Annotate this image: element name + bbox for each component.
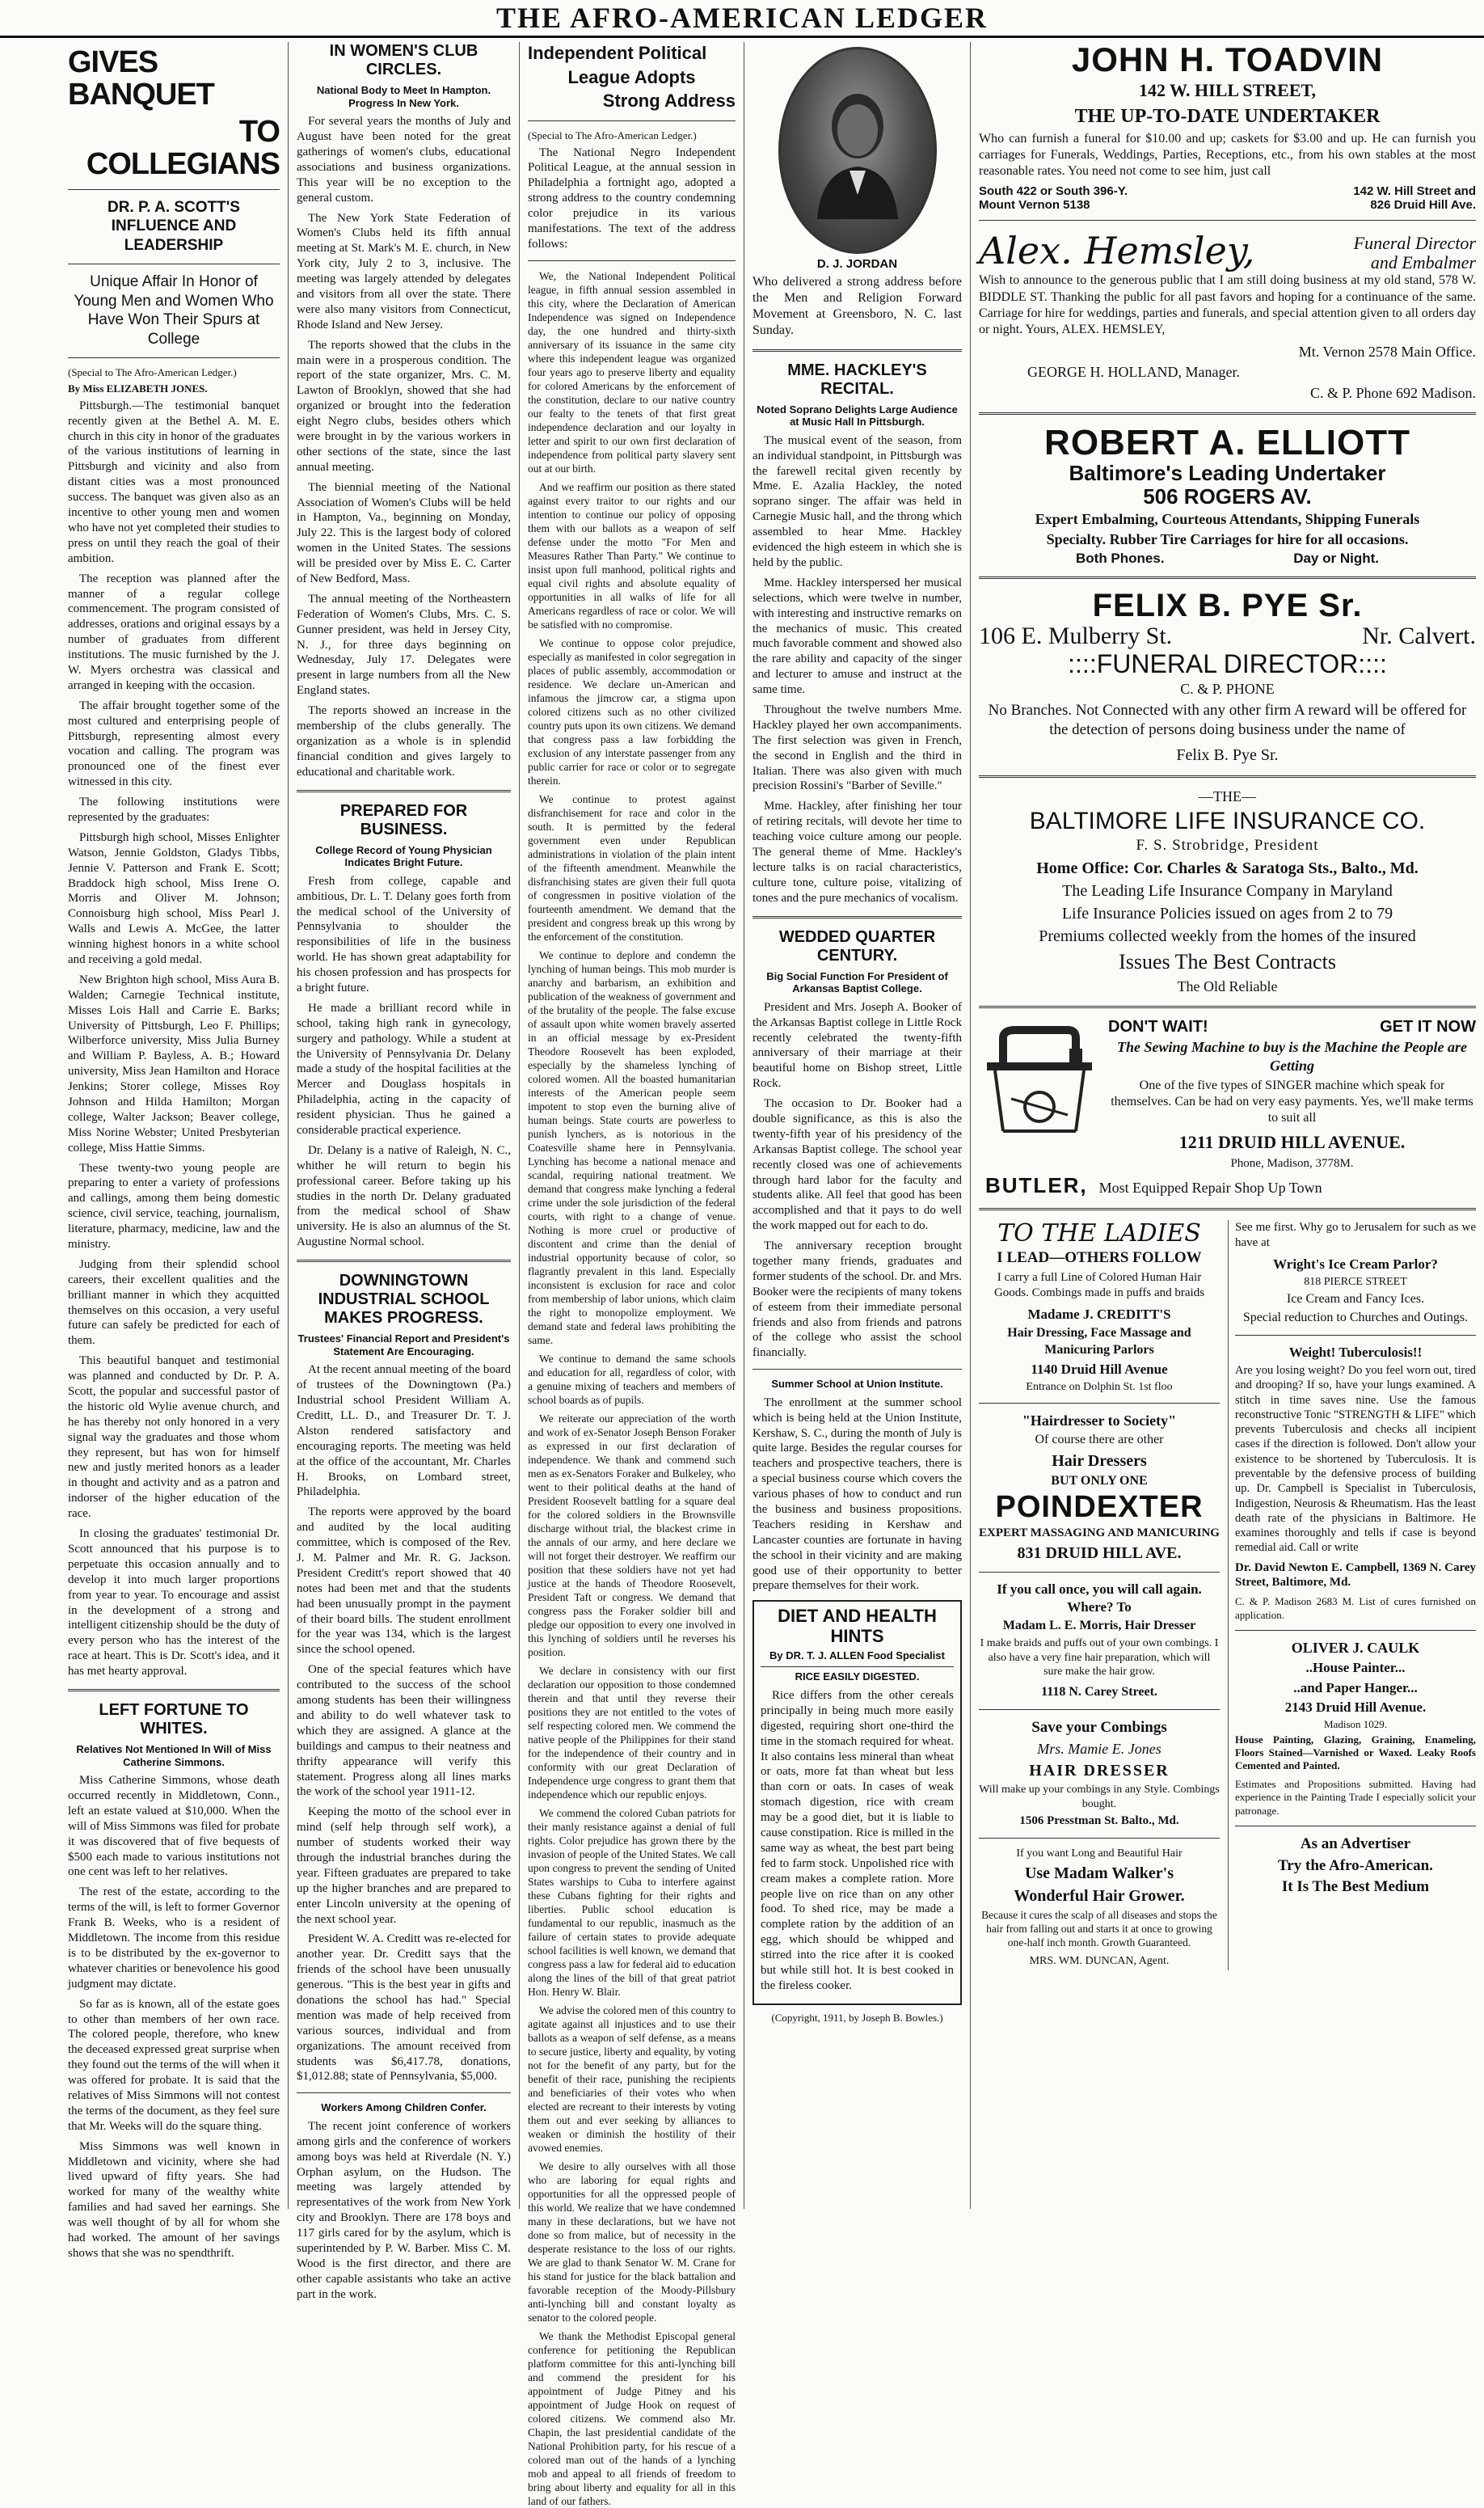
ads-split: [979, 1220, 1476, 1970]
column-4: [744, 42, 970, 2209]
paragraph: We continue to protest against disfranchisement for race and color in the south. It is permitted by the federal government even under Republican administrations in violation of the plain intent of the fifteenth amendment. Meanwhile the disfranchising states are given their full quota of congressmen in positive violation of the fourteenth amendment. We demand that the president and congress break up this wrong by the enforcement of the constitution.: [528, 792, 736, 943]
icecream-name: Wright's Ice Cream Parlor?: [1273, 1256, 1438, 1273]
ad-tuberculosis: [1235, 1344, 1476, 1622]
paragraph: We continue to deplore and condemn the lynching of human beings. This mob murder is anarchy and barbarism, an exhibition and publication of the weakness of government and of the brutality of the people. The false excuse of assault upon white women bravely asserted in an official message by ex-President Theodore Roosevelt has been exploded, especially by the shameless lynching of colored women. All the boasted humanitarian interests of the American people seem impotent to stop even the burning alive of human beings. State courts are powerless to punish lynchers, as is notorious in the Coatesville shame here in Pennsylvania. Lynching has become a national menace and scandal, requiring national treatment. We demand that congress make lynching a federal crime under the sole jurisdiction of the federal courts, with right to a change of venue. Nothing is more cruel or productive of discontent and crime than the denial of industrial opportunity because of color, so flagrantly prevalent in this land. Especially inconsistent is exclusion for race and color from membership of labor unions, which claim the right to monopolize employment. We demand state and federal laws prohibiting the same.: [528, 948, 736, 1346]
column-ads: [970, 42, 1484, 2209]
diet-box: [753, 1600, 962, 2004]
elliott-line-2: Specialty. Rubber Tire Carriages for hire for all occasions.: [1046, 530, 1409, 547]
portrait-text: Who delivered a strong address before the Men and Religion Forward Movement at Greensboro, N. C. last Sunday.: [753, 275, 962, 338]
morris-text: I make braids and puffs out of your own combings. I also have a very fine hair preparation, which will sure make the hair grow.: [980, 1637, 1219, 1678]
poindexter-butone: BUT ONLY ONE: [1051, 1473, 1148, 1488]
paragraph: We desire to ally ourselves with all those who are laboring for equal rights and opportunities for all the oppressed people of this world. We realize that we have condemned many in these declarations, but we have not done so from malice, but of necessity in the desperate resistance to the loss of our rights. We are glad to thank Senator W. M. Crane for his stand for justice for the black battalion and favorable reception of the Moody-Pillsbury anti-lynching bill and constant loyalty as senator to the colored people.: [528, 2160, 736, 2324]
ad-morris: [979, 1581, 1220, 1701]
hemsley-office: Mt. Vernon 2578 Main Office.: [1298, 343, 1476, 360]
icecream-addr: 818 PIERCE STREET: [1304, 1276, 1407, 1289]
caulk-name: OLIVER J. CAULK: [1291, 1640, 1420, 1657]
headline-hackley: MME. HACKLEY'S RECITAL.: [787, 361, 927, 398]
toadvin-addr-1: 142 W. Hill Street and: [1353, 184, 1476, 199]
paragraph: And we reaffirm our position as there stated against every traitor to our rights and our intention to continue our policy of opposing them with our ballots as a weapon of self defense under the motto "For Men and Measures Rather Than Party." We continue to insist upon full manhood, political rights and equal civil rights and absolute equality of opportunities in all walks of life for all Americans regardless of race or color. We will be satisfied with no compromise.: [528, 480, 736, 631]
paragraph: The occasion to Dr. Booker had a double significance, as this is also the twenty-fifth year of his presidency of the Arkansas Baptist college. The school year recently closed was one of achievements through hard labor for the faculty and students alike. All feel that good has been accomplished and that it pays to do well the work mapped out for each to do.: [753, 1097, 962, 1233]
ladies-addr: 1140 Druid Hill Avenue: [1031, 1361, 1168, 1377]
portrait-caption: D. J. JORDAN: [816, 257, 898, 271]
caulk-phone: Madison 1029.: [1324, 1717, 1387, 1730]
paragraph: Pittsburgh high school, Misses Enlighter Watson, Jennie Goldston, Gladys Tibbs, Jennie V. Patterson and Frank E. Scott; Braddock high school, Miss Irene O. Morris and Oliver M. Johnson; Connoisburg high school, Miss Pearl J. Walls and Lewis A. McGee, the latter winning highest honors in a white school and receiving a gold medal.: [68, 830, 280, 966]
deck-scott: DR. P. A. SCOTT'S INFLUENCE AND LEADERSHIP: [108, 198, 240, 255]
paragraph: Dr. Delany is a native of Raleigh, N. C., whither he will return to begin his professional career. Before taking up his studies in the north Dr. Delany graduated from the medical school of Shaw university. He is also an alumnus of the St. Augustine Normal school.: [297, 1143, 511, 1249]
ad-caulk: [1235, 1639, 1476, 1818]
icecream-text: See me first. Why go to Jerusalem for such as we have at: [1235, 1221, 1476, 1250]
paragraph: We reiterate our appreciation of the worth and work of ex-Senator Joseph Benson Foraker as expressed in our first declaration of independence. We thank and commend such men as ex-Senators Foraker and Bulkeley, who went to their political deaths at the hand of President Roosevelt battling for a square deal for the colored soldiers in the Brownsville discharge without trial, the blackest crime in the annals of our army, and here declare we will not forget their destroyer. We reaffirm our position that these soldiers have not yet had justice at the hands of Theodore Roosevelt, President Taft or congress. We demand that congress pass the Foraker soldier bill and pledge our opposition to every one involved in this lynching of soldiers until he reverses his position.: [528, 1412, 736, 1658]
ad-elliott: [979, 424, 1476, 567]
portrait-figure-icon: [809, 82, 906, 219]
ad-toadvin: [979, 42, 1476, 212]
ad-pye: [979, 589, 1476, 765]
portrait-jordan: [778, 47, 937, 254]
butler-line-2: One of the five types of SINGER machine which speak for themselves. Can be had on very easy payments. Yes, we'll make terms to suit all: [1111, 1078, 1473, 1125]
headline-workers: Workers Among Children Confer.: [321, 2101, 487, 2114]
morris-call: If you call once, you will call again. Where? To: [997, 1581, 1202, 1615]
jones-save: Save your Combings: [1031, 1718, 1167, 1736]
poindexter-line: EXPERT MASSAGING AND MANICURING: [979, 1526, 1220, 1539]
butler-phone: Phone, Madison, 3778M.: [1230, 1156, 1354, 1170]
jones-title: HAIR DRESSER: [1029, 1761, 1170, 1780]
insurance-line-2: Life Insurance Policies issued on ages from 2 to 79: [1061, 904, 1393, 923]
paragraph: The reports showed that the clubs in the main were in a prosperous condition. The report of the state organizer, Mrs. C. M. Lawton of Brooklyn, showed that she had organized or brought into the federation eight Negro clubs, besides others which were brought in by the various workers in other sections of the state, since the last annual meeting.: [297, 338, 511, 474]
paragraph: The anniversary reception brought together many friends, graduates and former students of the school. Dr. and Mrs. Booker were the recipients of many tokens of esteem from their immediate personal friends and also from friends and patrons of the college who assist the school financially.: [753, 1239, 962, 1360]
ad-insurance: [979, 787, 1476, 996]
ladies-services: Hair Dressing, Face Massage and Manicuring Parlors: [1007, 1325, 1191, 1357]
sub-prepared: College Record of Young Physician Indicates Bright Future.: [315, 843, 492, 869]
special-credit: (Special to The Afro-American Ledger.): [68, 365, 237, 378]
paragraph: In closing the graduates' testimonial Dr. Scott announced that his purpose is to perpetuate this occasion annually and to develop it into much larger proportions from year to year. To encourage and assist in the development of a strong and intelligent citizenship should be the duty of every person who has the interest of the race at heart. This is Dr. Scott's idea, and it has met hearty approval.: [68, 1527, 280, 1678]
byline: By Miss ELIZABETH JONES.: [68, 382, 208, 395]
paragraph: The biennial meeting of the National Association of Women's Clubs will be held in Hampton, Va., beginning on Monday, July 22. This is the largest body of colored women in the United States. The sessions will be presided over by Miss E. C. Carter of New Bedford, Mass.: [297, 480, 511, 586]
butler-line-1: The Sewing Machine to buy is the Machine the People are Getting: [1116, 1039, 1467, 1075]
special-credit: (Special to The Afro-American Ledger.): [528, 129, 697, 141]
column-3: [519, 42, 744, 2507]
walker-text: Because it cures the scalp of all diseases and stops the hair from falling out and starts it at once to growing one-half inch month. Growth Guaranteed.: [981, 1908, 1217, 1949]
pye-name: FELIX B. PYE Sr.: [1092, 588, 1363, 624]
masthead-title: THE AFRO-AMERICAN LEDGER: [495, 2, 989, 34]
advertiser-line-3: It Is The Best Medium: [1281, 1878, 1430, 1896]
paragraph: At the recent annual meeting of the board of trustees of the Downingtown (Pa.) Industrial school President William A. Creditt, LL. D., and Treasurer Dr. T. J. Alston rendered satisfactory and encouraging reports. The meeting was held at the office of the accountant, Mr. Charles H. Brooks, on Lombard street, Philadelphia.: [297, 1363, 511, 1499]
headline-fortune: LEFT FORTUNE TO WHITES.: [99, 1700, 249, 1737]
tb-doctor: Dr. David Newton E. Campbell, 1369 N. Carey Street, Baltimore, Md.: [1235, 1560, 1476, 1590]
ladies-creditt: Madame J. CREDITT'S: [1027, 1306, 1171, 1322]
headline-downingtown: DOWNINGTOWN INDUSTRIAL SCHOOL MAKES PROGRESS.: [318, 1272, 490, 1328]
paragraph: New Brighton high school, Miss Aura B. Walden; Carnegie Technical institute, Misses Lois Hall and Carrie E. Barks; University of Pittsburgh, Leo F. Phillips; Wilberforce university, Miss Julia Burney and William P. Bayless, A. B.; Howard university, Miss Jean Hamilton and Horace Jenkins; Storer college, Misses Roy Johnson and Hilda Hamilton; Morgan college, Walter Jackson; Beaver college, Miss Norine Webster; United Presbyterian college, Miss Hattie Simms.: [68, 973, 280, 1155]
sub-womens-club: National Body to Meet In Hampton. Progress In New York.: [316, 84, 491, 109]
paragraph: President and Mrs. Joseph A. Booker of the Arkansas Baptist college in Little Rock recently celebrated the twenty-fifth anniversary of their marriage at their beautiful home on Bishop street, Little Rock.: [753, 1000, 962, 1091]
toadvin-addr-2: 826 Druid Hill Ave.: [1370, 198, 1476, 213]
poindexter-addr: 831 DRUID HILL AVE.: [1017, 1544, 1182, 1563]
paragraph: This beautiful banquet and testimonial was planned and conducted by Dr. P. A. Scott, the popular and successful pastor of the historic old Wylie avenue church, and he has thereby not only honored in a very signal way the graduates and those whom they represent, but has won for himself new and justly merited honors as a leader in thought and activity and as a patron and indorser of the higher education of the race.: [68, 1354, 280, 1521]
diet-text: Rice differs from the other cereals principally in being much more easily digested, requiring short one-third the time in the stomach required for wheat. It also contains less mineral than wheat or oats, more fat than wheat but less than corn or oats. In cases of weak stomach digestion, rice with cream may be a good diet, but it is liable to cause constipation. Rice is milled in the same way as wheat, the best part being fed to farm stock. Unpolished rice with cream makes a complete ration. More people live on rice than on any other food. To shed rice, may be made a complete ration by the addition of an egg, which should be whipped and stirred into the rice after it is cooked but while still hot. It is best cooked in the fireless cooker.: [761, 1688, 954, 1992]
diet-copyright: (Copyright, 1911, by Joseph B. Bowles.): [771, 2011, 943, 2024]
headline-league-1: Independent Political: [528, 43, 707, 63]
headline-wedded: WEDDED QUARTER CENTURY.: [778, 927, 936, 965]
paragraph: Miss Simmons was well known in Middletown and vicinity, where she had lived upward of fifty years. She had worked for many of the wealthy white families and had saved her earnings. She was well thought of by all for whom she had worked. The amount of her savings shows that she was no spendthrift.: [68, 2139, 280, 2260]
paragraph: We continue to demand the same schools and education for all, regardless of color, with a genuine mixing of teachers and members of school boards as of pupils.: [528, 1352, 736, 1406]
ladies-lead: I LEAD—OTHERS FOLLOW: [997, 1249, 1202, 1267]
toadvin-address: 142 W. HILL STREET,: [1138, 80, 1317, 101]
insurance-line-3: Premiums collected weekly from the homes of the insured: [1039, 927, 1416, 945]
insurance-line-5: The Old Reliable: [1177, 977, 1278, 994]
jones-addr: 1506 Presstman St. Balto., Md.: [1019, 1814, 1179, 1828]
paragraph: We declare in consistency with our first declaration our opposition to those condemned therein and that until they reverse their positions they are not entitled to the votes of self respecting colored men. We commend the native people of the Philippines for their stand for the independence of their country and in conformity with our great Declaration of Independence urge congress to grant them that independence which our republic enjoys.: [528, 1664, 736, 1801]
paragraph: The National Negro Independent Political League, at the annual session in Philadelphia a fortnight ago, adopted a strong address to the country condemning color prejudice in its various manifestations. The text of the address follows:: [528, 146, 736, 251]
ladies-title: TO THE LADIES: [997, 1219, 1201, 1248]
paragraph: Judging from their splendid school careers, their excellent qualities and the brilliant manner in which they acquitted themselves on this occasion, a very useful future can safely be predicted for each of them.: [68, 1257, 280, 1348]
insurance-line-1: The Leading Life Insurance Company in Maryland: [1062, 881, 1393, 900]
ad-ladies: [979, 1220, 1220, 1394]
walker-title: Wonderful Hair Grower.: [1014, 1886, 1185, 1905]
butler-right: GET IT NOW: [1380, 1018, 1476, 1037]
caulk-line-1: ..House Painter...: [1305, 1660, 1406, 1676]
paragraph: We commend the colored Cuban patriots for their manly resistance against a denial of full rights. Color prejudice has grown there by the invasion of people of the United States. We call upon congress to prevent the sending of United States warships to Cuba to interfere against these Cubans fighting for their rights and liberties. Public school education is fundamental to our republic, inasmuch as the failure of certain states to provide adequate school facilities is well known, we demand that congress pass a law for federal aid to education along the lines of the bill of that great patriot Hon. Henry W. Blair.: [528, 1806, 736, 1998]
hemsley-name: Alex. Hemsley,: [979, 229, 1255, 273]
ad-walker: [979, 1847, 1220, 1969]
diet-byline: By DR. T. J. ALLEN Food Specialist: [769, 1649, 945, 1661]
elliott-name: ROBERT A. ELLIOTT: [1044, 423, 1410, 463]
headline-womens-club: IN WOMEN'S CLUB CIRCLES.: [329, 42, 479, 78]
pye-sign: Felix B. Pye Sr.: [1176, 745, 1279, 764]
insurance-name: BALTIMORE LIFE INSURANCE CO.: [1029, 808, 1426, 835]
paragraph: The affair brought together some of the most cultured and enterprising people of Pittsburgh, representing almost every vocation and calling. The program was pronounced one of the finest ever witnessed in this city.: [68, 699, 280, 789]
paragraph: Mme. Hackley interspersed her musical selections, which were twelve in number, with interesting and instructive remarks on the mechanics of music. This created much favorable comment and showed also the rare ability and capacity of the singer and lecturer to amuse and instruct at the same time.: [753, 576, 962, 697]
headline-banquet-line1: GIVES BANQUET: [68, 45, 214, 112]
ad-butler: [979, 1018, 1476, 1198]
paragraph: We, the National Independent Political league, in fifth annual session assembled in this city, where the Declaration of American Independence was signed on Independence day, the one hundred and thirty-sixth anniversary of its issuance in the same city where this independent league was organized four years ago to preserve liberty and equality for colored Americans by the enforcement of the constitution, declare to our native country our fealty to the tenets of that first great independence declaration and our loyalty in letter and spirit to our own first declaration of independence from political party slavery sent out at our birth.: [528, 269, 736, 475]
morris-addr: 1118 N. Carey Street.: [1041, 1685, 1157, 1699]
insurance-the: —THE—: [1199, 787, 1256, 804]
paragraph: The recent joint conference of workers among girls and the conference of workers among boys was held at Riverdale (N. Y.) Orphan asylum, on the Hudson. The meeting was largely attended by representatives of the work from New York city and Brooklyn. There are 178 boys and 117 girls cared for by the asylum, which is superintended by P. W. Barber. Miss C. M. Wood is the first director, and there are other capable assistants who take an active part in the work.: [297, 2119, 511, 2301]
poindexter-quote: "Hairdresser to Society": [1022, 1412, 1177, 1429]
paragraph: Mme. Hackley, after finishing her tour of retiring recitals, will devote her time to teaching voice culture among our people. The general theme of Mme. Hackley's lecture talks is on racial characteristics, culture tone, culture poise, vitalizing of tones and the pure mechanics of vocalism.: [753, 800, 962, 905]
paragraph: Pittsburgh.—The testimonial banquet recently given at the Bethel A. M. E. church in this city in honor of the graduates of the various institutions of learning in Pittsburgh and vicinity and also from distant cities was a most pronounced success. The banquet was given also as an incentive to other young men and women who have not yet completed their studies to press on until they reach the goal of their ambition.: [68, 399, 280, 565]
toadvin-text: Who can furnish a funeral for $10.00 and up; caskets for $3.00 and up. He can furnish you carriages for Funerals, Weddings, Parties, Receptions, etc., from his own stables at the most reasonable rates. You need not come to see him, just call: [979, 131, 1476, 179]
sub-downingtown: Trustees' Financial Report and President's Statement Are Encouraging.: [297, 1332, 510, 1357]
elliott-line-1: Expert Embalming, Courteous Attendants, Shipping Funerals: [1035, 510, 1420, 527]
paragraph: The reports showed an increase in the membership of the clubs generally. The organization as a whole is in splendid financial condition and gives largely to educational and charitable work.: [297, 704, 511, 779]
pye-text: No Branches. Not Connected with any other firm A reward will be offered for the detection of persons doing business under the name of: [988, 701, 1467, 738]
headline-league-2: League Adopts: [567, 66, 696, 87]
insurance-office: Home Office: Cor. Charles & Saratoga Sts., Balto., Md.: [1036, 859, 1419, 877]
paragraph: He made a brilliant record while in school, taking high rank in gynecology, surgery and pathology. While a student at the University of Pennsylvania Dr. Delany made a study of the hospital facilities at the Mercer and Douglass hospitals in Philadelphia, acting in the capacity of resident physician. Thus he gained a considerable practical experience.: [297, 1001, 511, 1138]
sewing-machine-icon: [979, 1018, 1100, 1139]
elliott-line-3a: Both Phones.: [1076, 551, 1165, 567]
insurance-president: F. S. Strobridge, President: [1136, 837, 1319, 855]
pye-addr-1: 106 E. Mulberry St.: [979, 623, 1173, 650]
elliott-tagline: Baltimore's Leading Undertaker: [1069, 461, 1386, 486]
headline-league-3: Strong Address: [602, 91, 736, 111]
butler-name: BUTLER,: [985, 1173, 1088, 1198]
headline-banquet-line2: TO COLLEGIANS: [86, 114, 280, 181]
tb-phone: C. & P. Madison 2683 M. List of cures furnished on application.: [1235, 1595, 1476, 1621]
hemsley-title-2: and Embalmer: [1370, 252, 1476, 273]
morris-name: Madam L. E. Morris, Hair Dresser: [1002, 1619, 1196, 1633]
ad-jones: [979, 1718, 1220, 1830]
paragraph: President W. A. Creditt was re-elected for another year. Dr. Creditt says that the friends of the school have been unusually generous. "This is the best year in gifts and donations the school has had." Special mention was made of help received from various sources, individual and from organizations. The amount received from students was $6,417.78, donations, $1,012.88; state of Pennsylvania, $5,000.: [297, 1932, 511, 2084]
tb-text: Are you losing weight? Do you feel worn out, tired and drooping? If so, have your lungs examined. A stitch in time saves nine. Use the famous reconstructive Tonic "STRENGTH & LIFE" which prevents Tuberculosis and checks all incipient cases if the direction is followed. Don't allow your existence to be shortened by Tuberculosis. It is preventable by the defensive process of building up. Dr. Campbell is Specialist in Tuberculosis, Indigestion, Neurosis & Rheumatism. Has the least death rate of the physicians in Baltimore. He examines thoroughly and tells if case is beyond remedial aid. Call or write: [1235, 1364, 1476, 1555]
ladies-entrance: Entrance on Dolphin St. 1st floo: [1026, 1380, 1173, 1393]
paragraph: The musical event of the season, from an individual standpoint, in Pittsburgh was the farewell recital given recently by Mme. E. Azalia Hackley, the noted soprano singer. The affair was held in Carnegie Music hall, and the throng which assembled to hear Mme. Hackley evidenced the high esteem in which she is held by the public.: [753, 433, 962, 569]
jones-name: Mrs. Mamie E. Jones: [1037, 1740, 1161, 1757]
tb-title: Weight! Tuberculosis!!: [1288, 1345, 1423, 1361]
advertiser-line-1: As an Advertiser: [1300, 1835, 1411, 1852]
toadvin-phone-2: Mount Vernon 5138: [979, 198, 1090, 213]
poindexter-name: POINDEXTER: [995, 1489, 1204, 1524]
caulk-line-2: ..and Paper Hanger...: [1293, 1679, 1418, 1695]
ad-hemsley: [979, 229, 1476, 403]
elliott-line-3b: Day or Night.: [1293, 551, 1379, 567]
caulk-addr: 2143 Druid Hill Avenue.: [1284, 1699, 1427, 1715]
paragraph: The reports were approved by the board and audited by the local auditing committee, which is composed of the Rev. J. M. Palmer and Mr. R. G. Jackson. President Creditt's report showed that 40 notes had been met and that the students had been unusually prompt in the payment of their board bills. The student enrollment for the year was 134, which is the largest since the school opened.: [297, 1505, 511, 1657]
caulk-est: Estimates and Propositions submitted. Having had experience in the Painting Trade I especially solicit your patronage.: [1235, 1777, 1476, 1817]
paragraph: The rest of the estate, according to the terms of the will, is left to former Governor Frank B. Weeks, who is a resident of Middletown. The income from this residue is to be distributed by the ex-governor to whatever charities or benevolence his good judgment may dictate.: [68, 1885, 280, 1991]
icecream-line-2: Special reduction to Churches and Outings.: [1242, 1311, 1469, 1325]
butler-address: 1211 DRUID HILL AVENUE.: [1178, 1132, 1406, 1153]
walker-agent: MRS. WM. DUNCAN, Agent.: [1029, 1954, 1170, 1967]
pye-title: ::::FUNERAL DIRECTOR::::: [1068, 649, 1387, 679]
paragraph: The enrollment at the summer school which is being held at the Union Institute, Kershaw, S. C., during the month of July is quite large. Besides the regular courses for teachers and prospective teachers, there is a special business course which covers the various phases of how to conduct and run the business and business propositions. Teachers residing in Kershaw and Lancaster counties are fortunate in having the school in their vicinity and are making good use of their opportunity to better prepare themselves for their work.: [753, 1395, 963, 1593]
ad-poindexter: [979, 1412, 1220, 1564]
paragraph: Fresh from college, capable and ambitious, Dr. L. T. Delany goes forth from the medical school of the University of Pennsylvania to shoulder the responsibilities of life in the business world. He has shown great adaptability for his chosen profession and has prospects for a bright future.: [297, 874, 511, 995]
sub-hackley: Noted Soprano Delights Large Audience at Music Hall In Pittsburgh.: [757, 403, 958, 429]
hemsley-text: Wish to announce to the generous public that I am still doing business at my old stand, 578 W. BIDDLE ST. Thanking the public for all past favors and hoping for a continuance of the same. Carriage for hire for weddings, parties and funerals, and special attention given to all orders day or night. Yours, ALEX. HEMSLEY,: [979, 273, 1476, 336]
masthead: [0, 0, 1484, 38]
hemsley-phone: C. & P. Phone 692 Madison.: [1309, 384, 1476, 401]
paragraph: One of the special features which have contributed to the success of the school among students has been their willingness and ability to do well whatever task to which they are assigned. A glance at the buildings and campus to their neatness and thrifty appearance will verify this statement. Progress along all lines marks the work of the school year 1911-12.: [297, 1663, 511, 1799]
pye-phone: C. & P. PHONE: [1180, 681, 1275, 698]
toadvin-tagline: THE UP-TO-DATE UNDERTAKER: [1074, 105, 1381, 127]
paragraph: For several years the months of July and August have been noted for the great gatherings of women's clubs, educational associations and business organizations. This year will be no exception to the general custom.: [297, 115, 511, 205]
hemsley-title-1: Funeral Director: [1353, 232, 1476, 253]
caulk-text: House Painting, Glazing, Graining, Enameling, Floors Stained—Varnished or Waxed. Leaky Roofs Cemented and Painted.: [1235, 1733, 1476, 1772]
paragraph: Throughout the twelve numbers Mme. Hackley played her own accompaniments. The first selection was given in French, the second in English and the third in Italian. There was also given with much precision Rossini's "Barber of Seville.": [753, 703, 962, 793]
column-2: [288, 42, 519, 2301]
subdeck-banquet: Unique Affair In Honor of Young Men and Women Who Have Won Their Spurs at College: [74, 272, 274, 348]
ad-icecream: [1235, 1220, 1476, 1327]
toadvin-phone-1: South 422 or South 396-Y.: [979, 184, 1128, 199]
ladies-text: I carry a full Line of Colored Human Hair Goods. Combings made in puffs and braids: [993, 1271, 1205, 1299]
butler-shop: Most Equipped Repair Shop Up Town: [1098, 1180, 1322, 1197]
column-1: [60, 42, 288, 2260]
paragraph: We advise the colored men of this country to agitate against all injustices and to use their ballots as a weapon of self defense, as a means to secure justice, liberty and equality, by voting not for the benefit of any party, but for the benefit of their race, punishing the recipients and beneficiaries of their votes who when elected are recreant to their interests by voting them out and ever seeking by alliances to weaken or diminish the hostility of their avowed enemies.: [528, 2003, 736, 2154]
advertiser-line-2: Try the Afro-American.: [1278, 1856, 1433, 1874]
paragraph: We thank the Methodist Episcopal general conference for petitioning the Republican platform committee for this anti-lynching bill and commend the president for his appointment of Judge Pitney and his appointment of Judge Hook on request of colored citizens. We commend also Mr. Chapin, the last presidential candidate of the National Prohibition party, for his rescue of a colored man out of the hands of a lynching mob and appeal to all friends of freedom to bring about liberty and equality for all in this land of our fathers.: [528, 2329, 736, 2507]
headline-summer: Summer School at Union Institute.: [771, 1378, 943, 1391]
sub-fortune: Relatives Not Mentioned In Will of Miss Catherine Simmons.: [76, 1742, 272, 1768]
diet-sub: RICE EASILY DIGESTED.: [795, 1670, 920, 1683]
jones-text: Will make up your combings in any Style. Combings bought.: [979, 1783, 1220, 1811]
paragraph: These twenty-two young people are preparing to enter a variety of professions and callings, among them being domestic science, civil service, teaching, journalism, literature, pharmacy, medicine, law and the ministry.: [68, 1161, 280, 1252]
insurance-line-4: Issues The Best Contracts: [1119, 949, 1336, 973]
icecream-line-1: Ice Cream and Fancy Ices.: [1286, 1292, 1425, 1307]
butler-left: DON'T WAIT!: [1108, 1018, 1208, 1037]
paragraph: The following institutions were represented by the graduates:: [68, 796, 280, 824]
sub-wedded: Big Social Function For President of Arkansas Baptist College.: [766, 969, 948, 995]
paragraph: Keeping the motto of the school ever in mind (self help through self work), a number of students worked their way through the industrial branches during the year. Fifteen graduates are prepared to take up the higher branches and are prepared to enter Lincoln university at the opening of the next school year.: [297, 1805, 511, 1926]
pye-addr-2: Nr. Calvert.: [1362, 623, 1476, 650]
paragraph: The reception was planned after the manner of a regular college commencement. The program consisted of addresses, orations and original essays by a number of graduates from different institutions. The music furnished by the J. W. Myers orchestra was classical and arranged in keeping with the occasion.: [68, 572, 280, 692]
toadvin-name: JOHN H. TOADVIN: [1071, 40, 1384, 78]
paragraph: The annual meeting of the Northeastern Federation of Women's Clubs, Mrs. C. S. Gunner president, was held in Jersey City, N. J., for three days beginning on Wednesday, July 17. Delegates were present in large numbers from all the New England states.: [297, 592, 511, 698]
walker-name: Use Madam Walker's: [1024, 1864, 1174, 1882]
paragraph: So far as is known, all of the estate goes to other than members of her own race. The colored people, therefore, who knew the deceased expressed great surprise when they found out the terms of the will when it was offered for probate. It is said that the relatives of Miss Simmons will not contest the terms of the document, as they feel sure that Mr. Weeks will do the square thing.: [68, 1997, 280, 2133]
ad-advertiser: [1235, 1835, 1476, 1898]
walker-pre: If you want Long and Beautiful Hair: [1016, 1847, 1183, 1860]
paragraph: Miss Catherine Simmons, whose death occurred recently in Middletown, Conn., left an estate valued at $10,000. When the will of Miss Simmons was filed for probate it was discovered that of five bequests of $500 each made to various institutions not one cent was left to her relatives.: [68, 1774, 280, 1879]
poindexter-hd: Hair Dressers: [1052, 1451, 1147, 1470]
headline-prepared: PREPARED FOR BUSINESS.: [339, 801, 468, 838]
paragraph: We continue to oppose color prejudice, especially as manifested in color segregation in places of public assembly, accommodation or residence. We declare un-American and infamous the jimcrow car, a stigma upon colored citizens such as no other civilized country puts upon its own citizens. We demand that congress pass a law forbidding the exclusion of any interstate passenger from any public carrier for race or color or to segregate therein.: [528, 636, 736, 787]
paragraph: The New York State Federation of Women's Clubs held its fifth annual meeting at St. Mark's M. E. church, in New York city, July 2 to 3, inclusive. The meeting was largely attended by delegates and visitors from all over the state. There were also many visitors from Connecticut, Rhode Island and New Jersey.: [297, 211, 511, 331]
poindexter-course: Of course there are other: [1035, 1433, 1164, 1447]
diet-title: DIET AND HEALTH HINTS: [778, 1606, 937, 1646]
elliott-address: 506 ROGERS AV.: [1143, 483, 1312, 509]
hemsley-manager: GEORGE H. HOLLAND, Manager.: [1027, 364, 1240, 381]
